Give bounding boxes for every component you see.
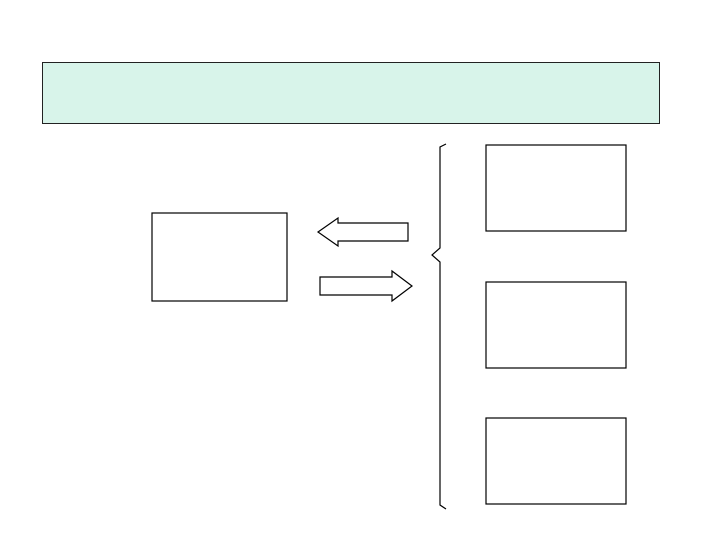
component-plot-2: [486, 282, 626, 368]
synthesis-arrow: [318, 218, 408, 246]
component-plot-1: [486, 145, 626, 231]
input-signal-plot: [152, 213, 287, 301]
components-bracket: [432, 144, 446, 509]
component-plot-3: [486, 418, 626, 504]
decomposition-arrow: [320, 271, 412, 301]
